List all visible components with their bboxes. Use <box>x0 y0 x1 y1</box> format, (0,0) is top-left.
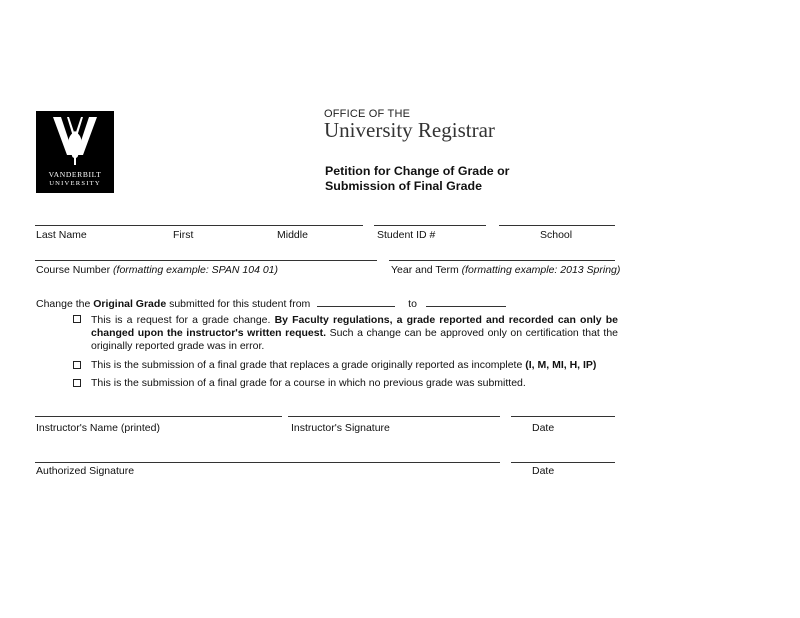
vanderbilt-logo <box>36 111 114 193</box>
last-name-label: Last Name <box>36 229 87 241</box>
name-field-line[interactable] <box>35 225 363 226</box>
course-number-label <box>36 264 278 276</box>
school-field-line[interactable] <box>499 225 615 226</box>
oak-leaf-v-icon <box>53 117 97 169</box>
checkbox-incomplete-replacement[interactable] <box>73 361 81 369</box>
option2-bold: (I, M, MI, H, IP) <box>525 359 597 371</box>
option-incomplete-text <box>91 359 618 372</box>
date2-label: Date <box>532 465 555 477</box>
course-number-hint: (formatting example: SPAN 104 01) <box>113 264 279 276</box>
original-grade-bold: Original Grade <box>93 298 167 310</box>
form-title <box>325 164 510 194</box>
to-grade-blank[interactable] <box>426 295 506 307</box>
date2-field-line[interactable] <box>511 462 615 463</box>
option2-text-a: This is the submission of a final grade that replaces a grade originally reported as incomplete <box>91 359 523 371</box>
form-title-line1: Petition for Change of Grade or <box>325 164 510 178</box>
form-title-line2: Submission of Final Grade <box>325 179 482 193</box>
logo-vanderbilt-text: VANDERBILT <box>48 170 102 179</box>
option-grade-change-text <box>91 314 618 353</box>
student-id-label: Student ID # <box>377 229 436 241</box>
year-term-field-line[interactable] <box>389 260 615 261</box>
year-term-label <box>391 264 620 276</box>
office-prefix: OFFICE OF THE <box>324 108 411 120</box>
date1-label: Date <box>532 422 555 434</box>
instructor-name-field-line[interactable] <box>35 416 282 417</box>
grade-change-prefix: Change the <box>36 298 91 310</box>
office-name: University Registrar <box>324 118 495 142</box>
course-number-field-line[interactable] <box>35 260 377 261</box>
grade-change-suffix: submitted for this student from <box>169 298 311 310</box>
checkbox-final-grade-submission[interactable] <box>73 379 81 387</box>
option1-text-a: This is a request for a grade change. <box>91 314 271 326</box>
grade-change-statement <box>36 295 506 310</box>
option1-bold: By Faculty regulations, a grade reported and recorded can only be changed upon the instructor's written request. <box>91 314 619 339</box>
course-number-text: Course Number <box>36 264 111 276</box>
first-name-label: First <box>173 229 194 241</box>
authorized-signature-field-line[interactable] <box>35 462 500 463</box>
middle-name-label: Middle <box>277 229 308 241</box>
logo-university-text: UNIVERSITY <box>49 180 101 187</box>
instructor-signature-label: Instructor's Signature <box>291 422 390 434</box>
student-id-field-line[interactable] <box>374 225 486 226</box>
year-term-hint: (formatting example: 2013 Spring) <box>461 264 621 276</box>
school-label: School <box>540 229 573 241</box>
from-grade-blank[interactable] <box>317 295 395 307</box>
option3-text-a: This is the submission of a final grade for a course in which no previous grade was submitted. <box>91 377 526 389</box>
checkbox-grade-change[interactable] <box>73 315 81 323</box>
option-final-grade-text <box>91 377 618 390</box>
instructor-name-label: Instructor's Name (printed) <box>36 422 160 434</box>
to-label: to <box>408 298 417 310</box>
year-term-text: Year and Term <box>391 264 459 276</box>
instructor-signature-field-line[interactable] <box>288 416 500 417</box>
option1-text-b: Such a change can be approved only on certification that the originally reported grade was in error. <box>91 327 618 352</box>
date1-field-line[interactable] <box>511 416 615 417</box>
authorized-signature-label: Authorized Signature <box>36 465 135 477</box>
